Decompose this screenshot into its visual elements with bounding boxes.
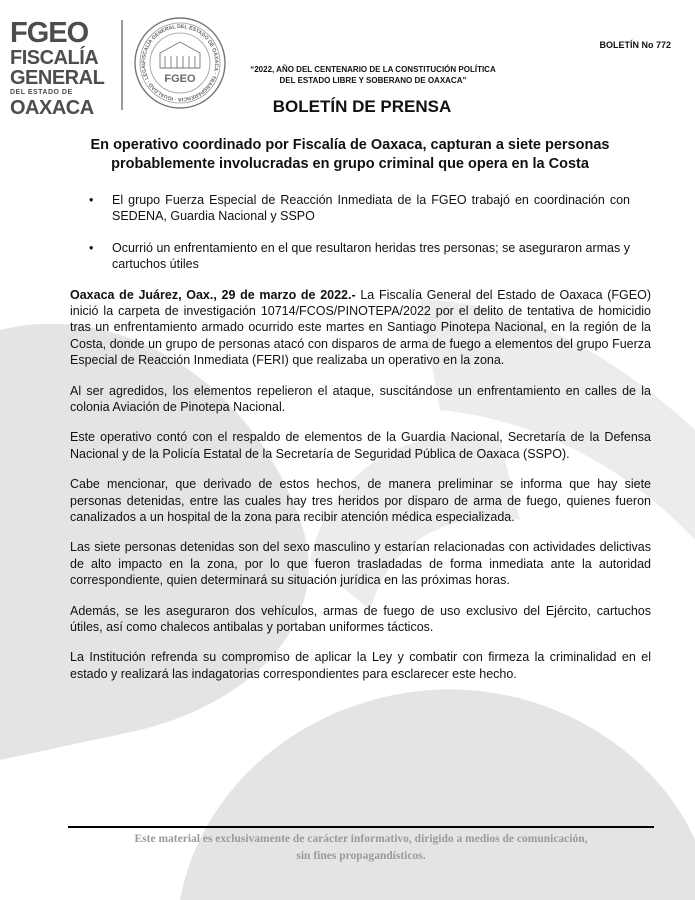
logo-line-fiscalia: FISCALÍA — [10, 47, 99, 69]
list-item — [70, 192, 630, 224]
motto-line-1: “2022, AÑO DEL CENTENARIO DE LA CONSTITUCIÓN POLÍTICA — [250, 65, 496, 74]
dateline: Oaxaca de Juárez, Oax., 29 de marzo de 2022.- — [70, 288, 356, 302]
paragraph-5: Las siete personas detenidas son del sexo masculino y estarían relacionadas con actividades delictivas de alto impacto en la zona, por lo que fueron trasladadas de forma inmediata ante la autoridad correspondiente, quien determinará su situación jurídica en las próximas horas. — [70, 540, 651, 587]
paragraph-7: La Institución refrenda su compromiso de aplicar la Ley y combatir con firmeza la criminalidad en el estado y realizará las indagatorias correspondientes para esclarecer este hecho. — [70, 650, 651, 681]
logo-line-oaxaca: OAXACA — [10, 97, 94, 119]
svg-text:FISCALÍA GENERAL DEL ESTADO DE — [133, 16, 219, 102]
page-title: BOLETÍN DE PRENSA — [272, 97, 452, 116]
disclaimer-footer — [68, 831, 654, 865]
headline-line-1: En operativo coordinado por Fiscalía de Oaxaca, capturan a siete personas — [90, 137, 610, 153]
logo-tagline: DEL ESTADO DE — [10, 89, 73, 96]
bullet-icon: • — [89, 193, 94, 207]
list-item — [70, 240, 630, 272]
seal-center-text: FGEO — [164, 73, 196, 85]
bullet-icon: • — [89, 241, 94, 255]
footer-divider — [68, 826, 654, 828]
building-icon — [160, 42, 200, 68]
headline — [70, 136, 630, 174]
bullet-text: El grupo Fuerza Especial de Reacción Inmediata de la FGEO trabajó en coordinación con SEDENA, Guardia Nacional y SSPO — [112, 193, 630, 223]
paragraph-1-text: La Fiscalía General del Estado de Oaxaca (FGEO) inició la carpeta de investigación 10714/FCOS/PINOTEPA/2022 por el delito de tentativa de homicidio tras un enfrentamiento armado ocurrido este martes en Santiago Pinotepa Nacional, en la región de la Costa, donde un grupo de personas atacó con disparos de arma de fuego a elementos del grupo Fuerza Especial de Reacción Inmediata (FERI) que realizaba un operativo en la zona. — [70, 288, 652, 367]
institutional-seal — [133, 16, 227, 110]
summary-bullets — [70, 192, 630, 288]
paragraph-4: Cabe mencionar, que derivado de estos hechos, de manera preliminar se informa que hay siete personas detenidas, entre las cuales hay tres heridos por disparo de arma de fuego, quienes fueron canalizados a un hospital de la zona para recibir atención médica especializada. — [70, 477, 651, 524]
paragraph-2: Al ser agredidos, los elementos repelieron el ataque, suscitándose un enfrentamiento en calles de la colonia Aviación de Pinotepa Nacional. — [70, 383, 651, 414]
bullet-text: Ocurrió un enfrentamiento en el que resultaron heridas tres personas; se aseguraron armas y cartuchos útiles — [112, 241, 630, 271]
bulletin-number: BOLETÍN No 772 — [599, 40, 671, 50]
footer-line-1: Este material es exclusivamente de carácter informativo, dirigido a medios de comunicación, — [134, 833, 588, 845]
seal-ring-text: FISCALÍA GENERAL DEL ESTADO DE OAXACA · TRANSPARENCIA · IGUALDAD · LEGAL — [140, 23, 220, 103]
centenary-motto — [228, 64, 518, 86]
paragraph-1 — [70, 287, 651, 368]
logo-brand: FGEO — [10, 17, 89, 49]
article-body — [70, 287, 651, 696]
header-divider — [121, 20, 123, 110]
footer-line-2: sin fines propagandísticos. — [296, 850, 426, 862]
paragraph-6: Además, se les aseguraron dos vehículos, armas de fuego de uso exclusivo del Ejército, cartuchos útiles, así como chalecos antibalas y portaban uniformes tácticos. — [70, 603, 651, 634]
fgeo-logo — [10, 18, 110, 118]
logo-line-general: GENERAL — [10, 67, 105, 89]
motto-line-2: DEL ESTADO LIBRE Y SOBERANO DE OAXACA” — [279, 76, 467, 85]
headline-line-2: probablemente involucradas en grupo criminal que opera en la Costa — [111, 156, 589, 172]
paragraph-3: Este operativo contó con el respaldo de elementos de la Guardia Nacional, Secretaría de la Defensa Nacional y de la Policía Estatal de la Secretaría de Seguridad Pública de Oaxaca (SSPO). — [70, 430, 651, 461]
